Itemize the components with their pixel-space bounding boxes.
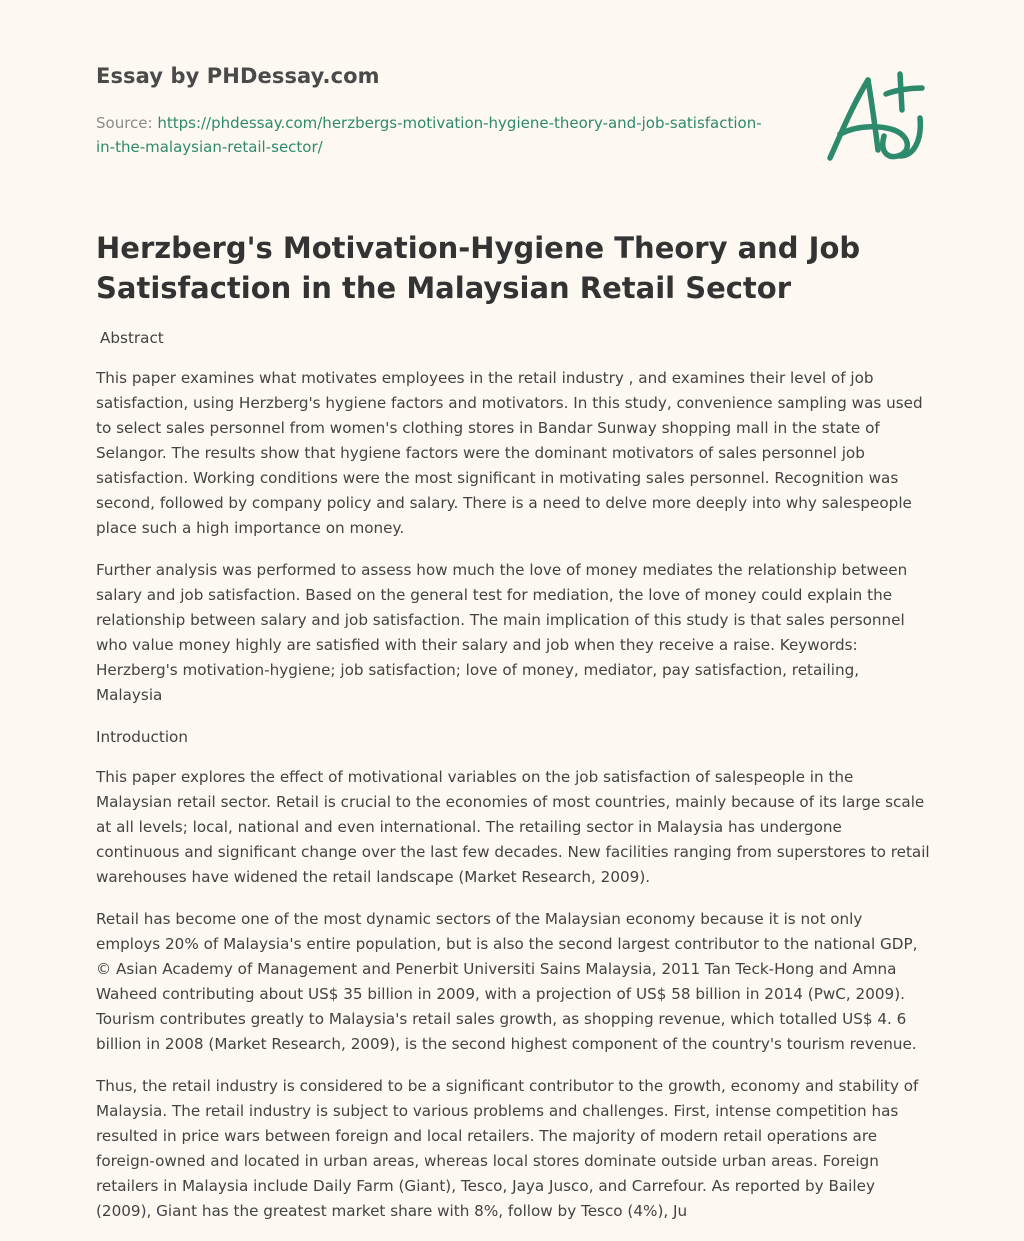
essay-body [96,326,930,1241]
introduction-heading: Introduction [96,728,188,746]
essay-title: Herzberg's Motivation-Hygiene Theory and Job Satisfaction in the Malaysian Retail Sector [96,231,861,305]
source-line [96,111,776,159]
intro-paragraph-3: Thus, the retail industry is considered to be a significant contributor to the growth, economy and stability of Malaysia. The retail industry is subject to various problems and challenges. First, intense competition has resulted in price wars between foreign and local retailers. The majority of modern retail operations are foreign-owned and located in urban areas, whereas local stores dominate outside urban areas. Foreign retailers in Malaysia include Daily Farm (Giant), Tesco, Jaya Jusco, and Carrefour. As reported by Bailey (2009), Giant has the greatest market share with 8%, follow by Tesco (4%), Ju [96,1077,919,1220]
site-brand: Essay by PHDessay.com [96,64,380,88]
intro-paragraph-2: Retail has become one of the most dynamic sectors of the Malaysian economy because it is not only employs 20% of Malaysia's entire population, but is also the second largest contributor to the national GDP, © Asian Academy of Management and Penerbit Universiti Sains Malaysia, 2011 Tan Teck-Hong and Amna Waheed contributing about US$ 35 billion in 2009, with a projection of US$ 58 billion in 2014 (PwC, 2009). Tourism contributes greatly to Malaysia's retail sales growth, as shopping revenue, which totalled US$ 4. 6 billion in 2008 (Market Research, 2009), is the second highest component of the country's tourism revenue. [96,910,918,1053]
abstract-paragraph-2: Further analysis was performed to assess how much the love of money mediates the relationship between salary and job satisfaction. Based on the general test for mediation, the love of money could explain the relationship between salary and job satisfaction. The main implication of this study is that sales personnel who value money highly are satisfied with their salary and job when they receive a raise. Keywords: Herzberg's motivation-hygiene; job satisfaction; love of money, mediator, pay satisfaction, retailing, Malaysia [96,561,908,704]
intro-paragraph-1: This paper explores the effect of motivational variables on the job satisfaction of salespeople in the Malaysian retail sector. Retail is crucial to the economies of most countries, mainly because of its large scale at all levels; local, national and even international. The retailing sector in Malaysia has undergone continuous and significant change over the last few decades. New facilities ranging from superstores to retail warehouses have widened the retail landscape (Market Research, 2009). [96,768,930,886]
a-plus-logo-icon [820,66,930,166]
source-label: Source: [96,114,158,132]
source-link[interactable]: https://phdessay.com/herzbergs-motivation-hygiene-theory-and-job-satisfaction-in-the-malaysian-retail-sector/ [96,114,762,156]
abstract-heading: Abstract [100,329,164,347]
abstract-paragraph-1: This paper examines what motivates employees in the retail industry , and examines their level of job satisfaction, using Herzberg's hygiene factors and motivators. In this study, convenience sampling was used to select sales personnel from women's clothing stores in Bandar Sunway shopping mall in the state of Selangor. The results show that hygiene factors were the dominant motivators of sales personnel job satisfaction. Working conditions were the most significant in motivating sales personnel. Recognition was second, followed by company policy and salary. There is a need to delve more deeply into why salespeople place such a high importance on money. [96,369,923,537]
